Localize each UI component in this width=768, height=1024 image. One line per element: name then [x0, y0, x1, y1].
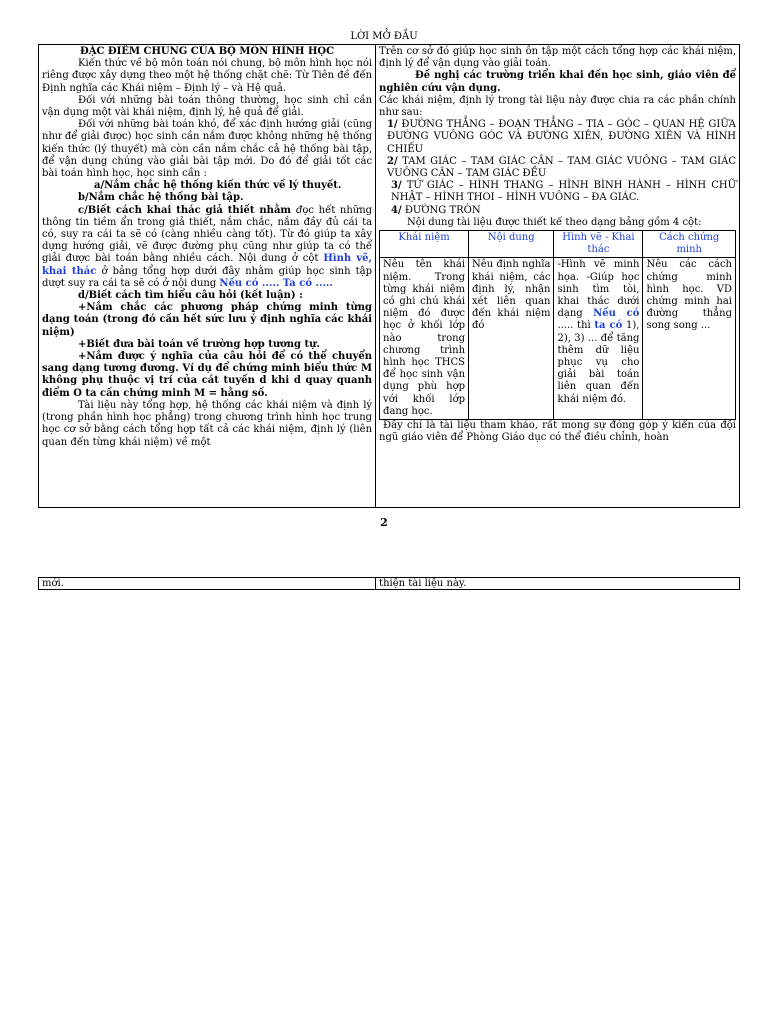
point-a: a/Nắm chắc hệ thống kiến thức về lý thuyết. — [94, 180, 342, 192]
point-d: d/Biết cách tìm hiểu câu hỏi (kết luận) : — [78, 290, 303, 302]
paragraph: Các khái niệm, định lý trong tài liệu này được chia ra các phần chính như sau: — [379, 94, 736, 119]
table-header-cell: Khái niệm — [380, 231, 469, 258]
point-d3: +Nắm được ý nghĩa của câu hỏi để có thể chuyển sang dạng tương đương. Ví dụ để chứng minh biểu thức M không phụ thuộc vị trí của cát tuyến d khi d quay quanh điểm O ta cần chứng minh M = hằng số. — [42, 351, 373, 399]
point-c-heading: c/Biết cách khai thác giả thiết nhằm — [78, 204, 296, 216]
proposal: Đề nghị các trường triển khai đến học sinh, giáo viên để nghiên cứu vận dụng. — [379, 70, 736, 94]
point-c-text-end: ở bảng tổng hợp dưới đây nhằm giúp học sinh tập dượt suy ra cái ta sẽ có ở nội dung — [42, 265, 373, 289]
part-4-text: ĐƯỜNG TRÒN — [401, 204, 481, 216]
cell-text: 1), 2), 3) ... để tăng thêm dữ liệu phục vụ cho giải bài toán liên quan đến khái niệm đó. — [557, 320, 640, 405]
table-header-row — [380, 231, 736, 258]
continuation-strip — [38, 577, 740, 590]
document-page — [38, 44, 740, 508]
point-b: b/Nắm chắc hệ thống bài tập. — [78, 192, 244, 204]
table-cell — [554, 258, 643, 420]
structure-table — [379, 230, 736, 420]
footer-left-text: mới. — [39, 578, 376, 589]
paragraph: Trên cơ sở đó giúp học sinh ôn tập một cách tổng hợp các khái niệm, định lý để vận dụng vào giải toán. — [379, 46, 736, 70]
part-3-text: TỨ GIÁC – HÌNH THANG – HÌNH BÌNH HÀNH – HÌNH CHỮ NHẬT – HÌNH THOI – HÌNH VUÔNG – ĐA GIÁC. — [391, 180, 736, 204]
page-header: LỜI MỞ ĐẦU — [350, 31, 418, 42]
highlight-if-then: Nếu có ..... Ta có ..... — [219, 277, 333, 289]
part-3 — [379, 180, 736, 204]
page-number: 2 — [380, 516, 388, 529]
paragraph: Nội dung tài liệu được thiết kế theo dạng bảng gồm 4 cột: — [407, 216, 702, 228]
cell-text: ..... thì — [557, 320, 595, 332]
part-1 — [379, 119, 736, 156]
table-cell: Nêu tên khái niệm. Trong từng khái niệm có ghi chú khái niệm đó được học ở khối lớp nào trong chương trình hình học THCS để học sinh vận dụng phù hợp với khối lớp đang học. — [380, 258, 469, 420]
table-header-cell: Hình vẽ - Khai thác — [554, 231, 643, 258]
paragraph: Tài liệu này tổng hợp, hệ thống các khái niệm và định lý (trong phần hình học phẳng) trong chương trình hình học trung học cơ sở bằng cách tổng hợp tất cả các khái niệm, định lý (liên quan đến từng khái niệm) về một — [42, 399, 373, 448]
table-header-cell: Nội dung — [469, 231, 554, 258]
part-1-number: 1/ — [387, 119, 398, 131]
cell-text: -Hình vẽ minh họa. -Giúp học sinh tìm tòi, khai thác dưới dạng — [557, 259, 640, 320]
part-2-number: 2/ — [387, 155, 398, 167]
section-title: ĐẶC ĐIỂM CHUNG CỦA BỘ MÔN HÌNH HỌC — [79, 46, 335, 57]
table-row — [380, 258, 736, 420]
part-2-text: TAM GIÁC – TAM GIÁC CÂN – TAM GIÁC VUÔNG – TAM GIÁC VUÔNG CÂN – TAM GIÁC ĐỀU — [387, 155, 736, 180]
part-1-text: ĐƯỜNG THẲNG – ĐOẠN THẲNG – TIA – GÓC – QUAN HỆ GIỮA ĐƯỜNG VUÔNG GÓC VÀ ĐƯỜNG XIÊN, ĐƯỜNG XIÊN VÀ HÌNH CHIẾU — [387, 119, 736, 155]
point-c-text: ọc hết những thông tin tiềm ẩn trong giả thiết, nắm chắc, nắm đầy đủ cái ta có, suy ra cái ta sẽ có (càng nhiều càng tốt). Từ đó giúp ta xây dựng hướng giải, vẽ được đường phụ cũng như giúp ta có thể giải được bài toán bằng nhiều cách. Nội dung ở cột — [42, 204, 373, 265]
highlight-column-name: Hình vẽ, khai thác — [42, 253, 373, 277]
highlight-if: Nếu có — [593, 308, 640, 320]
highlight-then: ta có — [594, 320, 623, 332]
right-column — [376, 45, 739, 507]
table-cell: Nêu các cách chứng minh hình học. VD chứng minh hai đường thẳng song song ... — [643, 258, 736, 420]
part-4 — [379, 205, 736, 217]
part-4-number: 4/ — [391, 204, 402, 216]
part-2 — [379, 156, 736, 180]
table-cell: Nêu định nghĩa khái niệm, các định lý, nhận xét liên quan đến khái niệm đó — [469, 258, 554, 420]
point-c-italic: đ — [295, 204, 303, 216]
point-c — [42, 205, 372, 290]
table-header-cell: Cách chứng minh — [643, 231, 736, 258]
footer-right-text: thiện tài liệu này. — [379, 578, 467, 589]
part-3-number: 3/ — [391, 180, 402, 192]
point-d2: +Biết đưa bài toán về trường hợp tương tự. — [78, 338, 320, 350]
left-column — [39, 45, 376, 507]
paragraph: Đối với những bài toán khó, để xác định hướng giải (cũng như để giải được) học sinh cần nắm được không những hệ thống kiến thức (lý thuyết) mà còn cần nắm chắc cả hệ thống bài tập, để vận dụng chúng vào giải bài tập mới. Do đó để giải tốt các bài toán hình học, học sinh cần : — [42, 119, 373, 180]
point-d1: +Nắm chắc các phương pháp chứng minh từng dạng toán (trong đó cần hết sức lưu ý định nghĩa các khái niệm) — [42, 302, 373, 338]
paragraph: Đây chỉ là tài liệu tham khảo, rất mong sự đóng góp ý kiến của đội ngũ giáo viên để Phòng Giáo dục có thể điều chỉnh, hoàn — [379, 420, 736, 444]
paragraph: Kiến thức về bộ môn toán nói chung, bộ môn hình học nói riêng được xây dựng theo một hệ thống chặt chẽ: Từ Tiên đề đến Định nghĩa các Khái niệm – Định lý – và Hệ quả. — [42, 58, 373, 94]
paragraph: Đối với những bài toán thông thường, học sinh chỉ cần vận dụng một vài khái niệm, định lý, hệ quả để giải. — [42, 94, 373, 119]
